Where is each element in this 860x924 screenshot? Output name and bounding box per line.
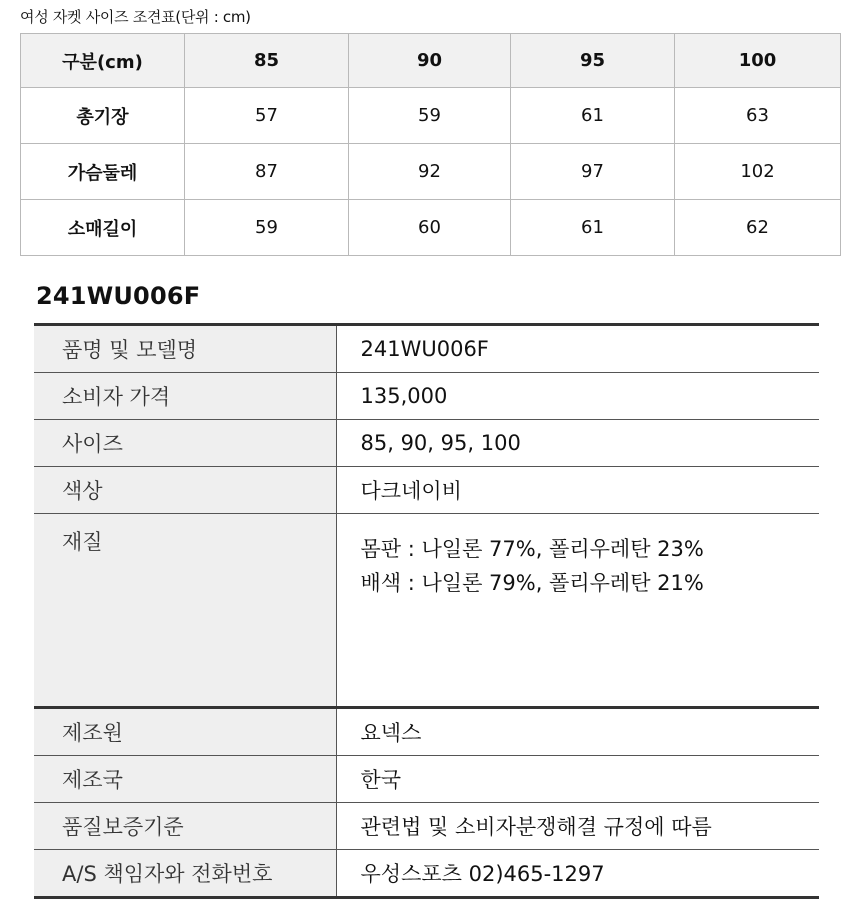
info-row-price <box>34 373 819 420</box>
info-value: 관련법 및 소비자분쟁해결 규정에 따름 <box>336 803 819 850</box>
info-value: 135,000 <box>336 373 819 420</box>
size-chart-cell: 59 <box>185 200 349 256</box>
product-code-heading: 241WU006F <box>36 282 201 310</box>
info-key: 색상 <box>34 467 336 514</box>
size-chart-cell: 61 <box>511 200 675 256</box>
size-chart-cell: 87 <box>185 144 349 200</box>
info-row-warranty <box>34 803 819 850</box>
info-row-color <box>34 467 819 514</box>
info-value: 요넥스 <box>336 708 819 756</box>
size-chart-table <box>20 33 841 256</box>
info-key: 재질 <box>34 514 336 708</box>
size-chart-cell: 61 <box>511 88 675 144</box>
info-value-material <box>336 514 819 708</box>
info-key: 품질보증기준 <box>34 803 336 850</box>
size-chart-header-size: 85 <box>185 34 349 88</box>
info-value: 241WU006F <box>336 325 819 373</box>
size-chart-row <box>21 88 841 144</box>
info-value: 한국 <box>336 756 819 803</box>
size-chart-row <box>21 144 841 200</box>
size-chart-cell: 60 <box>349 200 511 256</box>
info-key: 제조원 <box>34 708 336 756</box>
size-chart-header-category: 구분(cm) <box>21 34 185 88</box>
material-line-body: 몸판 : 나일론 77%, 폴리우레탄 23% <box>360 537 704 561</box>
info-key: 제조국 <box>34 756 336 803</box>
product-info-table <box>34 323 819 899</box>
info-key: 사이즈 <box>34 420 336 467</box>
material-line-trim: 배색 : 나일론 79%, 폴리우레탄 21% <box>360 571 704 595</box>
size-chart-cell: 92 <box>349 144 511 200</box>
info-row-model <box>34 325 819 373</box>
info-row-country <box>34 756 819 803</box>
info-value: 우성스포츠 02)465-1297 <box>360 862 605 886</box>
size-chart-caption: 여성 자켓 사이즈 조견표(단위 : cm) <box>20 8 251 26</box>
size-chart-cell: 57 <box>185 88 349 144</box>
size-chart-header-row <box>21 34 841 88</box>
info-row-manufacturer <box>34 708 819 756</box>
info-row-size <box>34 420 819 467</box>
info-value: 85, 90, 95, 100 <box>336 420 819 467</box>
info-row-material <box>34 514 819 708</box>
info-row-as-contact <box>34 850 819 898</box>
size-chart-row <box>21 200 841 256</box>
info-key: 소비자 가격 <box>34 373 336 420</box>
size-chart-cell: 102 <box>675 144 841 200</box>
size-chart-row-label: 소매길이 <box>21 200 185 256</box>
size-chart-cell: 63 <box>675 88 841 144</box>
size-chart-cell: 59 <box>349 88 511 144</box>
size-chart-cell: 62 <box>675 200 841 256</box>
info-value: 다크네이비 <box>336 467 819 514</box>
size-chart-row-label: 총기장 <box>21 88 185 144</box>
size-chart-cell: 97 <box>511 144 675 200</box>
size-chart-row-label: 가슴둘레 <box>21 144 185 200</box>
info-key: 품명 및 모델명 <box>34 325 336 373</box>
size-chart-header-size: 100 <box>675 34 841 88</box>
info-key: A/S 책임자와 전화번호 <box>34 850 336 898</box>
size-chart-header-size: 90 <box>349 34 511 88</box>
size-chart-header-size: 95 <box>511 34 675 88</box>
